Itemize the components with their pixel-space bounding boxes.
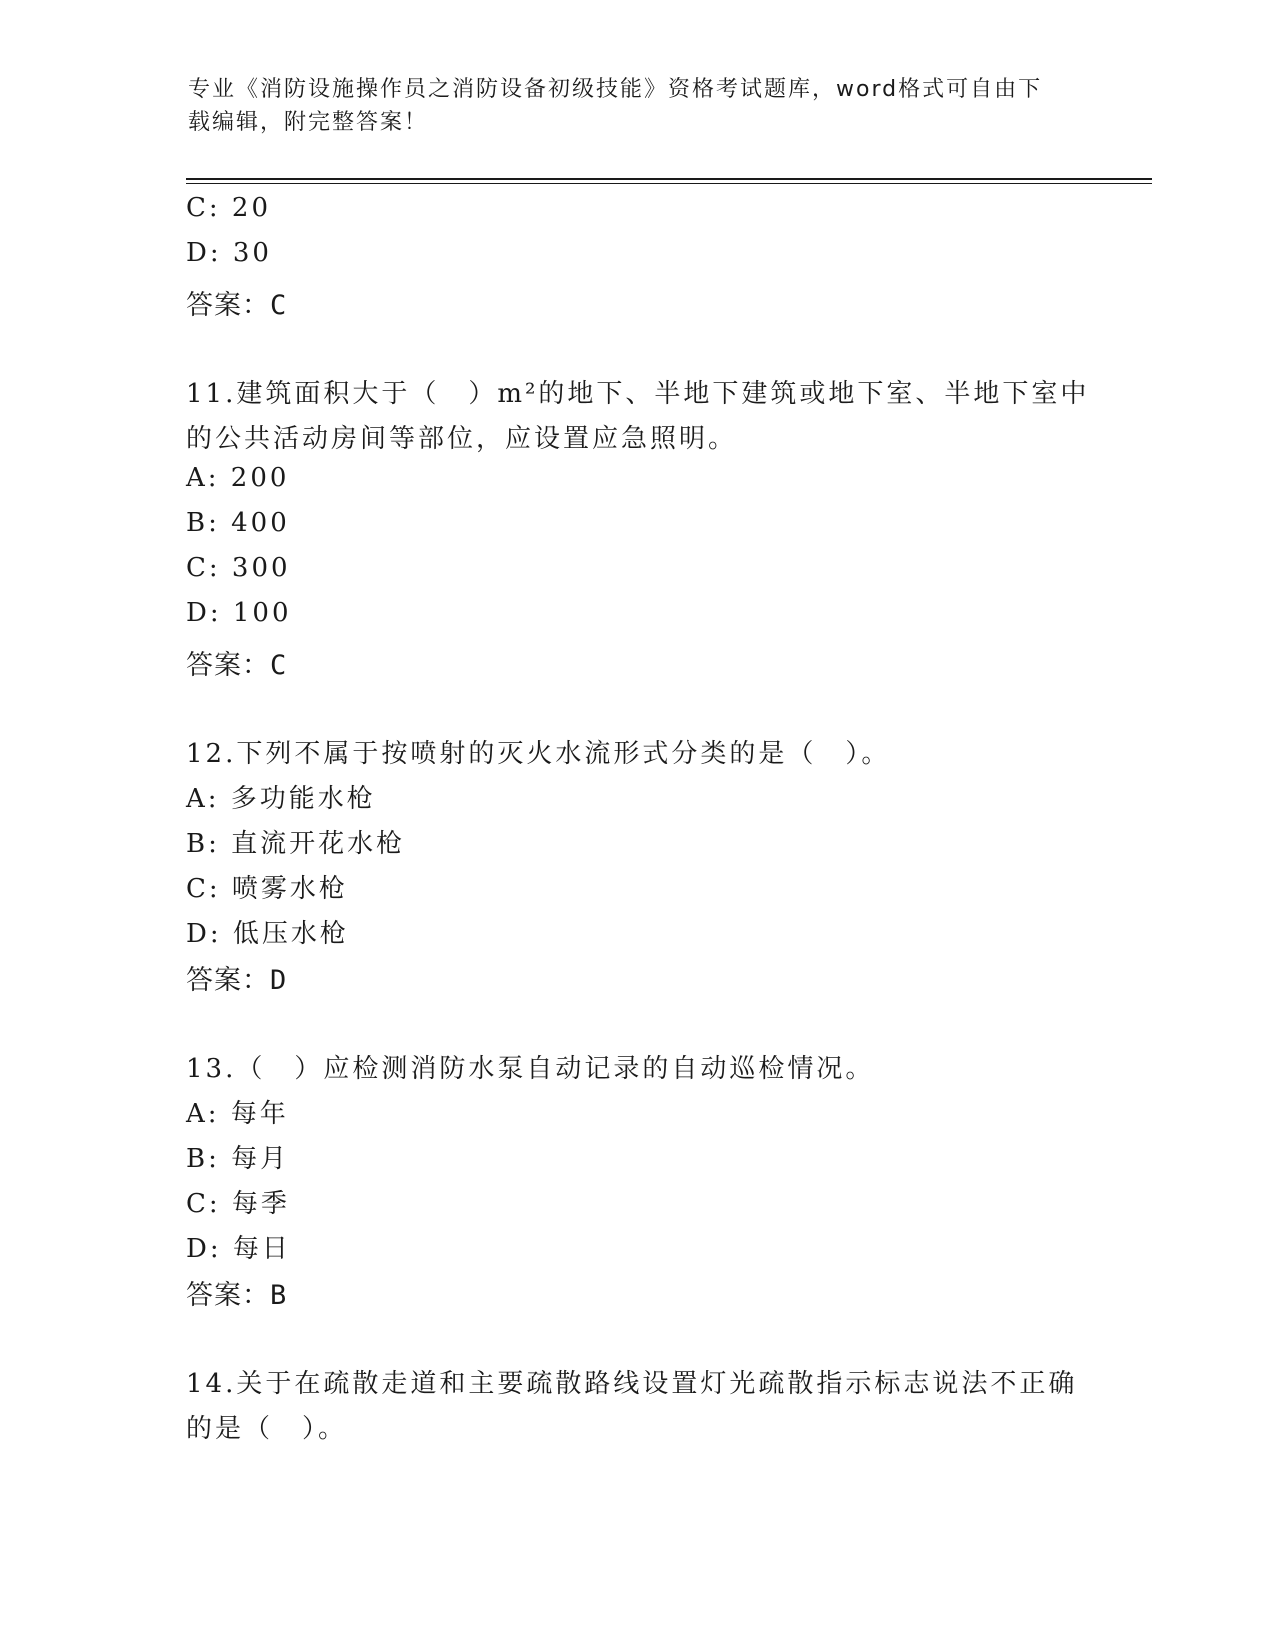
option-d: D: 30	[186, 238, 272, 268]
question-12-option-b: B: 直流开花水枪	[186, 829, 406, 859]
answer-line	[186, 283, 287, 322]
question-11-stem-line-2: 的公共活动房间等部位，应设置应急照明。	[186, 424, 738, 454]
answer-value: D	[270, 965, 288, 996]
question-11-option-a: A: 200	[186, 463, 290, 493]
document-header	[188, 73, 1068, 139]
option-c: C: 20	[186, 193, 272, 223]
question-12-option-c: C: 喷雾水枪	[186, 874, 348, 904]
question-13-stem-line-1: 13.（ ）应检测消防水泵自动记录的自动巡检情况。	[186, 1054, 875, 1084]
header-rule-thick	[186, 178, 1152, 180]
question-12-option-a: A: 多功能水枪	[186, 784, 376, 814]
header-line-2: 载编辑，附完整答案！	[188, 110, 429, 135]
question-11-answer	[186, 643, 287, 682]
answer-value: B	[270, 1280, 288, 1311]
question-12-stem-line-1: 12.下列不属于按喷射的灭火水流形式分类的是（ ）。	[186, 739, 891, 769]
answer-label: 答案：	[186, 1280, 270, 1311]
question-11-option-c: C: 300	[186, 553, 291, 583]
question-11-option-b: B: 400	[186, 508, 290, 538]
answer-label: 答案：	[186, 290, 270, 321]
header-rule-thin	[186, 183, 1152, 184]
question-14-stem-line-2: 的是（ ）。	[186, 1414, 348, 1444]
question-13-option-d: D: 每日	[186, 1234, 291, 1264]
question-11-option-d: D: 100	[186, 598, 292, 628]
question-13-answer	[186, 1273, 287, 1312]
answer-label: 答案：	[186, 965, 270, 996]
question-13-option-c: C: 每季	[186, 1189, 290, 1219]
question-14-stem-line-1: 14.关于在疏散走道和主要疏散路线设置灯光疏散指示标志说法不正确	[186, 1369, 1078, 1399]
question-12-option-d: D: 低压水枪	[186, 919, 349, 949]
answer-value: C	[270, 290, 288, 321]
question-12-answer	[186, 958, 287, 997]
question-13-option-a: A: 每年	[186, 1099, 289, 1129]
header-line-1: 专业《消防设施操作员之消防设备初级技能》资格考试题库，word格式可自由下	[188, 77, 1043, 102]
question-13-option-b: B: 每月	[186, 1144, 290, 1174]
question-11-stem-line-1: 11.建筑面积大于（ ）m²的地下、半地下建筑或地下室、半地下室中	[186, 379, 1090, 409]
answer-value: C	[270, 650, 288, 681]
answer-label: 答案：	[186, 650, 270, 681]
